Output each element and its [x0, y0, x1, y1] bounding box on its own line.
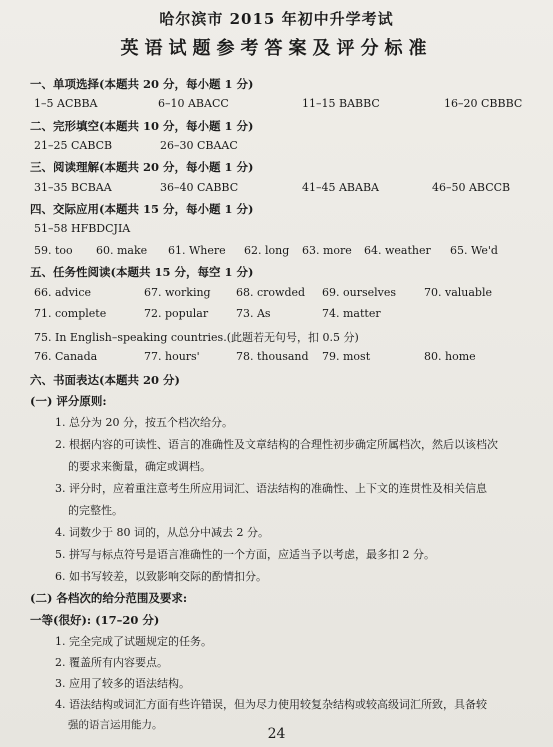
- answer-item: 74. matter: [322, 307, 381, 320]
- section-3-heading: 三、阅读理解(本题共 20 分，每小题 1 分): [30, 160, 254, 174]
- answer-group: 36–40 CABBC: [160, 181, 239, 194]
- page-title: 哈尔滨市 2015 年初中升学考试: [159, 10, 394, 28]
- answer-item: 77. hours': [144, 350, 200, 363]
- answer-item: 79. most: [322, 350, 371, 363]
- answer-item: 60. make: [96, 244, 148, 257]
- rule-line: 2. 根据内容的可读性、语言的准确性及文章结构的合理性初步确定所属档次，然后以该档次: [55, 438, 498, 451]
- answer-item: 61. Where: [168, 244, 226, 257]
- answer-group: 46–50 ABCCB: [432, 181, 511, 194]
- answer-item: 65. We'd: [450, 244, 498, 257]
- answer-item: 80. home: [424, 350, 476, 363]
- answer-item: 72. popular: [144, 307, 209, 320]
- rule-line: 3. 评分时，应着重注意考生所应用词汇、语法结构的准确性、上下文的连贯性及相关信息: [55, 482, 487, 495]
- grade-heading: 一等(很好): (17–20 分): [30, 613, 160, 627]
- criteria-line: 4. 语法结构或词汇方面有些许错误，但为尽力使用较复杂结构或较高级词汇所致，具备较: [55, 698, 487, 711]
- answer-item: 75. In English–speaking countries.(此题若无句号，扣 0.5 分): [34, 331, 359, 344]
- rule-line: 5. 拼写与标点符号是语言准确性的一个方面，应适当予以考虑，最多扣 2 分。: [55, 548, 435, 561]
- rule-line: 6. 如书写较差，以致影响交际的酌情扣分。: [55, 570, 267, 583]
- answer-item: 69. ourselves: [322, 286, 396, 299]
- criteria-line: 3. 应用了较多的语法结构。: [55, 677, 190, 690]
- rule-line: 4. 词数少于 80 词的，从总分中减去 2 分。: [55, 526, 269, 539]
- answer-item: 59. too: [34, 244, 73, 257]
- answer-group: 41–45 ABABA: [302, 181, 379, 194]
- rule-line: 1. 总分为 20 分，按五个档次给分。: [55, 416, 233, 429]
- answer-item: 70. valuable: [424, 286, 492, 299]
- rule-line: 的完整性。: [68, 504, 123, 517]
- answer-item: 73. As: [236, 307, 271, 320]
- answer-item: 68. crowded: [236, 286, 306, 299]
- answer-item: 62. long: [244, 244, 290, 257]
- answer-item: 63. more: [302, 244, 352, 257]
- answer-item: 64. weather: [364, 244, 431, 257]
- answer-group: 16–20 CBBBC: [444, 97, 523, 110]
- answer-item: 76. Canada: [34, 350, 98, 363]
- page-number: 24: [267, 726, 286, 742]
- section-2-heading: 二、完形填空(本题共 10 分，每小题 1 分): [30, 119, 254, 133]
- criteria-line: 强的语言运用能力。: [68, 719, 163, 731]
- answer-group: 26–30 CBAAC: [160, 139, 238, 152]
- section-1-heading: 一、单项选择(本题共 20 分，每小题 1 分): [30, 77, 254, 91]
- answer-group: 21–25 CABCB: [34, 139, 113, 152]
- answer-item: 78. thousand: [236, 350, 309, 363]
- scoring-principles-heading: (一) 评分原则:: [30, 394, 107, 408]
- answer-item: 66. advice: [34, 286, 91, 299]
- answer-group: 51–58 HFBDCJIA: [34, 222, 131, 235]
- answer-group: 6–10 ABACC: [158, 97, 229, 110]
- answer-group: 31–35 BCBAA: [34, 181, 112, 194]
- grade-ranges-heading: (二) 各档次的给分范围及要求:: [30, 591, 188, 605]
- answer-item: 71. complete: [34, 307, 107, 320]
- answer-group: 1–5 ACBBA: [34, 97, 98, 110]
- section-4-heading: 四、交际应用(本题共 15 分，每小题 1 分): [30, 202, 254, 216]
- page-subtitle: 英语试题参考答案及评分标准: [120, 38, 433, 59]
- criteria-line: 2. 覆盖所有内容要点。: [55, 656, 168, 669]
- answer-group: 11–15 BABBC: [302, 97, 380, 110]
- section-5-heading: 五、任务性阅读(本题共 15 分，每空 1 分): [30, 265, 254, 279]
- criteria-line: 1. 完全完成了试题规定的任务。: [55, 635, 212, 648]
- answer-item: 67. working: [144, 286, 211, 299]
- rule-line: 的要求来衡量，确定或调档。: [68, 460, 211, 473]
- section-6-heading: 六、书面表达(本题共 20 分): [30, 373, 180, 387]
